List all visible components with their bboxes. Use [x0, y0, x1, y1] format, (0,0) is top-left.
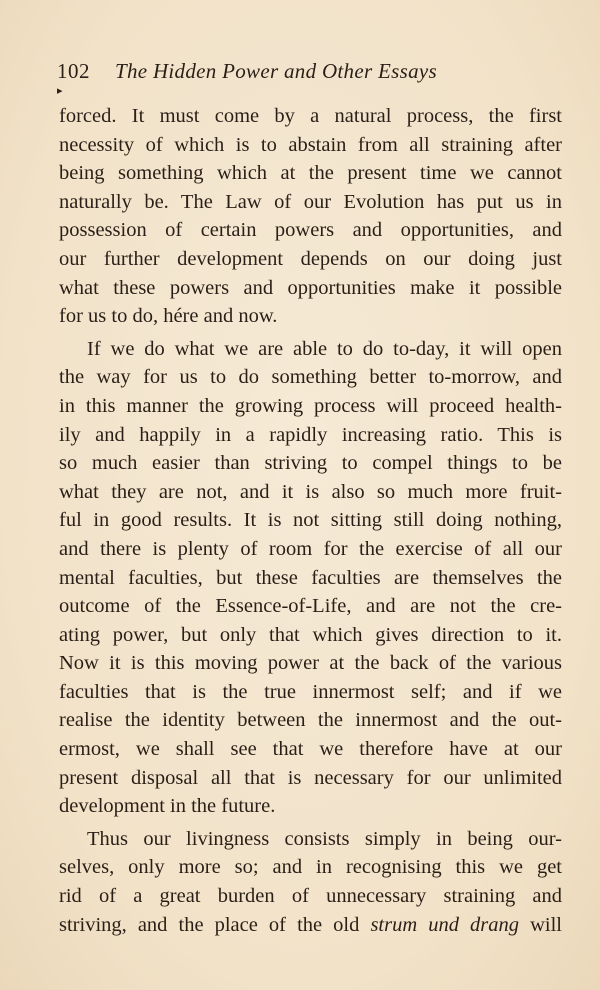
text-line: Now it is this moving power at the back of the various: [59, 652, 562, 675]
running-title: The Hidden Power and Other Essays: [115, 59, 437, 83]
bullet-mark: ▸: [57, 85, 63, 97]
text-line: striving, and the place of the old strum und drang will: [59, 913, 562, 936]
text-line: ful in good results. It is not sitting still doing nothing,: [59, 509, 562, 532]
paragraph: [59, 102, 562, 331]
text-line: present disposal all that is necessary for our unlimited: [59, 766, 562, 789]
text-line: faculties that is the true innermost self; and if we: [59, 680, 562, 703]
text-line: mental faculties, but these faculties are themselves the: [59, 566, 562, 589]
text-line: rid of a great burden of unnecessary straining and: [59, 885, 562, 908]
text-line: development in the future.: [59, 795, 276, 818]
text-line: in this manner the growing process will proceed health-: [59, 394, 562, 417]
text-line: what they are not, and it is also so much more fruit-: [59, 480, 562, 503]
running-header: [57, 56, 557, 86]
text-line: ating power, but only that which gives direction to it.: [59, 623, 562, 646]
text-line: our further development depends on our doing just: [59, 247, 562, 270]
text-line: Thus our livingness consists simply in being our-: [87, 827, 562, 850]
text-line: necessity of which is to abstain from all straining after: [59, 133, 562, 156]
text-line: the way for us to do something better to-morrow, and: [59, 366, 562, 389]
text-line: ermost, we shall see that we therefore have at our: [59, 738, 562, 761]
text-line: and there is plenty of room for the exercise of all our: [59, 537, 562, 560]
text-line: ily and happily in a rapidly increasing ratio. This is: [59, 423, 562, 446]
italic-phrase: strum und drang: [370, 913, 520, 936]
text-line: selves, only more so; and in recognising this we get: [59, 856, 562, 879]
text-line: outcome of the Essence-of-Life, and are not the cre-: [59, 595, 562, 618]
paragraph: [59, 821, 562, 939]
page-number: 102: [57, 59, 90, 83]
body-text: [59, 102, 562, 939]
text-line: so much easier than striving to compel things to be: [59, 452, 562, 475]
text-line: forced. It must come by a natural process, the first: [59, 105, 562, 127]
text-line: possession of certain powers and opportunities, and: [59, 219, 562, 242]
text-line: what these powers and opportunities make it possible: [59, 276, 562, 299]
paragraph: [59, 331, 562, 821]
text-line: for us to do, hére and now.: [59, 305, 278, 328]
text-line: being something which at the present time we cannot: [59, 162, 562, 185]
text-line: naturally be. The Law of our Evolution has put us in: [59, 190, 562, 213]
text-line: If we do what we are able to do to-day, it will open: [87, 337, 562, 360]
text-line: realise the identity between the innermost and the out-: [59, 709, 562, 732]
